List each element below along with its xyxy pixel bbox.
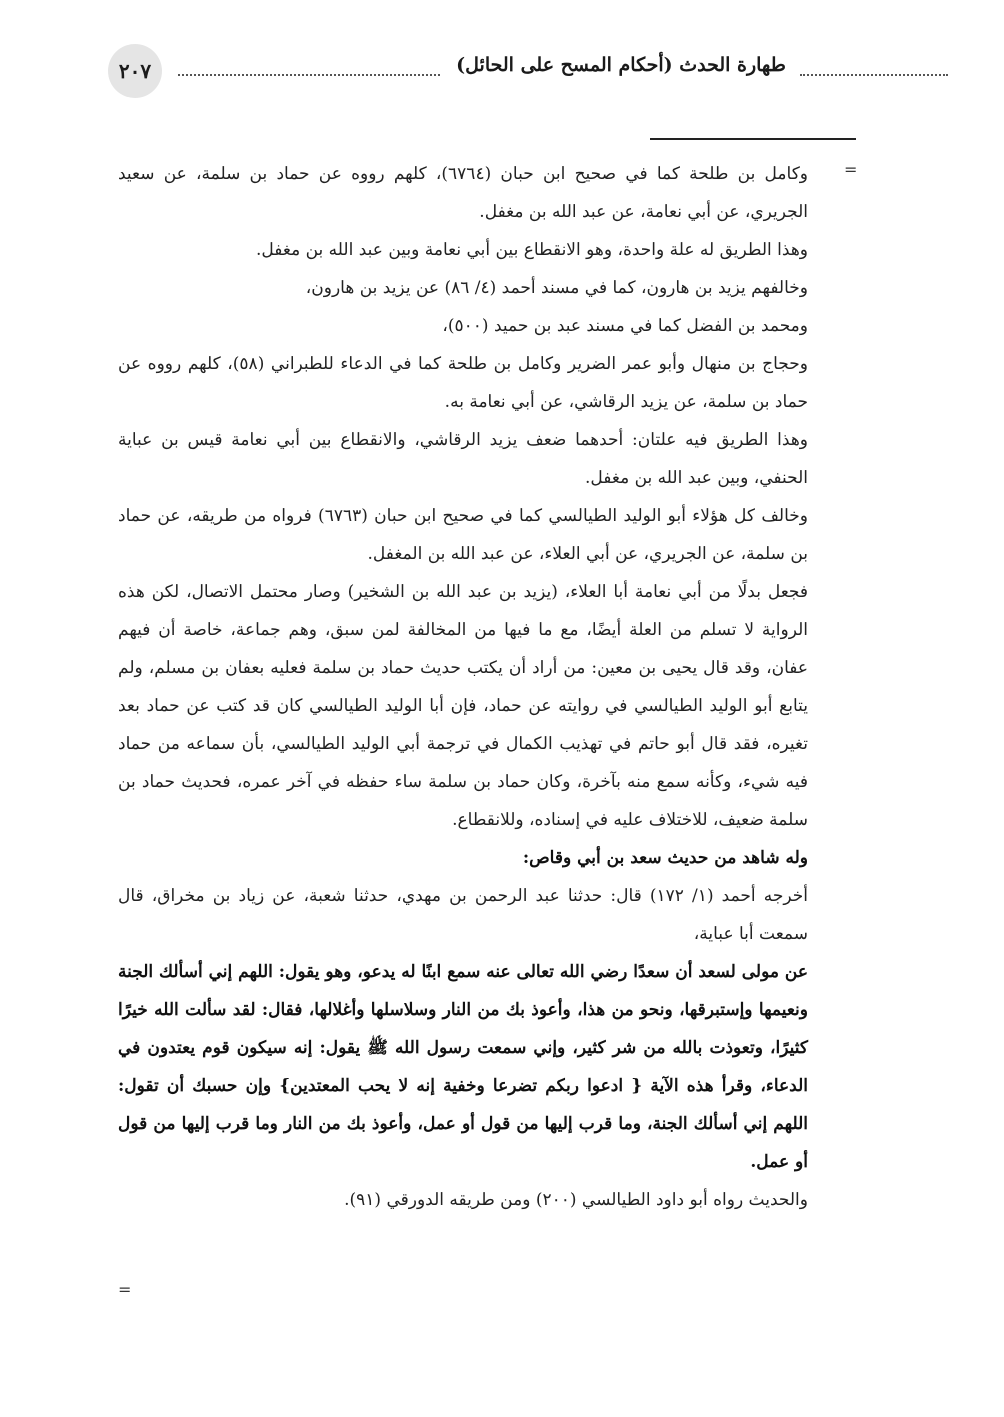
- paragraph: أخرجه أحمد (١/ ١٧٢) قال: حدثنا عبد الرحمن بن مهدي، حدثنا شعبة، عن زياد بن مخراق، قال سمعت أبا عباية،: [118, 886, 808, 944]
- paragraph: وخالفهم يزيد بن هارون، كما في مسند أحمد (٤/ ٨٦) عن يزيد بن هارون،: [305, 278, 808, 298]
- paragraph: وحجاج بن منهال وأبو عمر الضرير وكامل بن طلحة كما في الدعاء للطبراني (٥٨)، كلهم رووه عن حماد بن سلمة، عن يزيد الرقاشي، عن أبي نعامة به.: [118, 354, 808, 412]
- paragraph: وهذا الطريق فيه علتان: أحدهما ضعف يزيد الرقاشي، والانقطاع بين أبي نعامة قيس بن عباية الحنفي، وبين عبد الله بن مغفل.: [118, 430, 808, 488]
- footnote-body: [118, 155, 808, 1219]
- chapter-title: طهارة الحدث (أحكام المسح على الحائل): [456, 54, 786, 76]
- footnote-separator: [650, 138, 856, 140]
- running-header: [108, 44, 848, 96]
- page-number-badge: ٢٠٧: [108, 44, 162, 98]
- continuation-mark-bottom: =: [118, 1280, 132, 1299]
- paragraph: وخالف كل هؤلاء أبو الوليد الطيالسي كما في صحيح ابن حبان (٦٧٦٣) فرواه من طريقه، عن حماد بن سلمة، عن الجريري، عن أبي العلاء، عن عبد الله بن المغفل.: [118, 506, 808, 564]
- header-dot-leader-right: [800, 74, 948, 76]
- header-dot-leader-left: [178, 74, 440, 76]
- section-heading: وله شاهد من حديث سعد بن أبي وقاص:: [522, 848, 808, 868]
- continuation-mark-top: =: [844, 160, 858, 179]
- paragraph: والحديث رواه أبو داود الطيالسي (٢٠٠) ومن طريقه الدورقي (٩١).: [344, 1190, 808, 1210]
- paragraph: ومحمد بن الفضل كما في مسند عبد بن حميد (٥٠٠)،: [442, 316, 808, 336]
- paragraph: فجعل بدلًا من أبي نعامة أبا العلاء، (يزيد بن عبد الله بن الشخير) وصار محتمل الاتصال، لكن هذه الرواية لا تسلم من العلة أيضًا، مع ما فيها من المخالفة لمن سبق، وهم جماعة، خاصة أن فيهم عفان، وقد قال يحيى بن معين: من أراد أن يكتب حديث حماد بن سلمة فعليه بعفان بن مسلم، ولم يتابع أبو الوليد الطيالسي في روايته عن حماد، فإن أبا الوليد الطيالسي كان قد كتب عن حماد بعد تغيره، فقد قال أبو حاتم في تهذيب الكمال في ترجمة أبي الوليد الطيالسي، بأن سماعه من حماد فيه شيء، وكأنه سمع منه بآخرة، وكان حماد بن سلمة ساء حفظه في آخر عمره، فحديث حماد بن سلمة ضعيف، للاختلاف عليه في إسناده، وللانقطاع.: [118, 582, 808, 830]
- paragraph: وكامل بن طلحة كما في صحيح ابن حبان (٦٧٦٤)، كلهم رووه عن حماد بن سلمة، عن سعيد الجريري، عن أبي نعامة، عن عبد الله بن مغفل.: [118, 164, 808, 222]
- hadith-text: عن مولى لسعد أن سعدًا رضي الله تعالى عنه سمع ابنًا له يدعو، وهو يقول: اللهم إني أسألك الجنة ونعيمها وإستبرقها، ونحو من هذا، وأعوذ بك من النار وسلاسلها وأغلالها، فقال: لقد سألت الله خيرًا كثيرًا، وتعوذت بالله من شر كثير، وإني سمعت رسول الله ﷺ يقول: إنه سيكون قوم يعتدون في الدعاء، وقرأ هذه الآية { ادعوا ربكم تضرعا وخفية إنه لا يحب المعتدين} وإن حسبك أن تقول: اللهم إني أسألك الجنة، وما قرب إليها من قول أو عمل، وأعوذ بك من النار وما قرب إليها من قول أو عمل.: [118, 962, 808, 1172]
- paragraph: وهذا الطريق له علة واحدة، وهو الانقطاع بين أبي نعامة وبين عبد الله بن مغفل.: [256, 240, 808, 260]
